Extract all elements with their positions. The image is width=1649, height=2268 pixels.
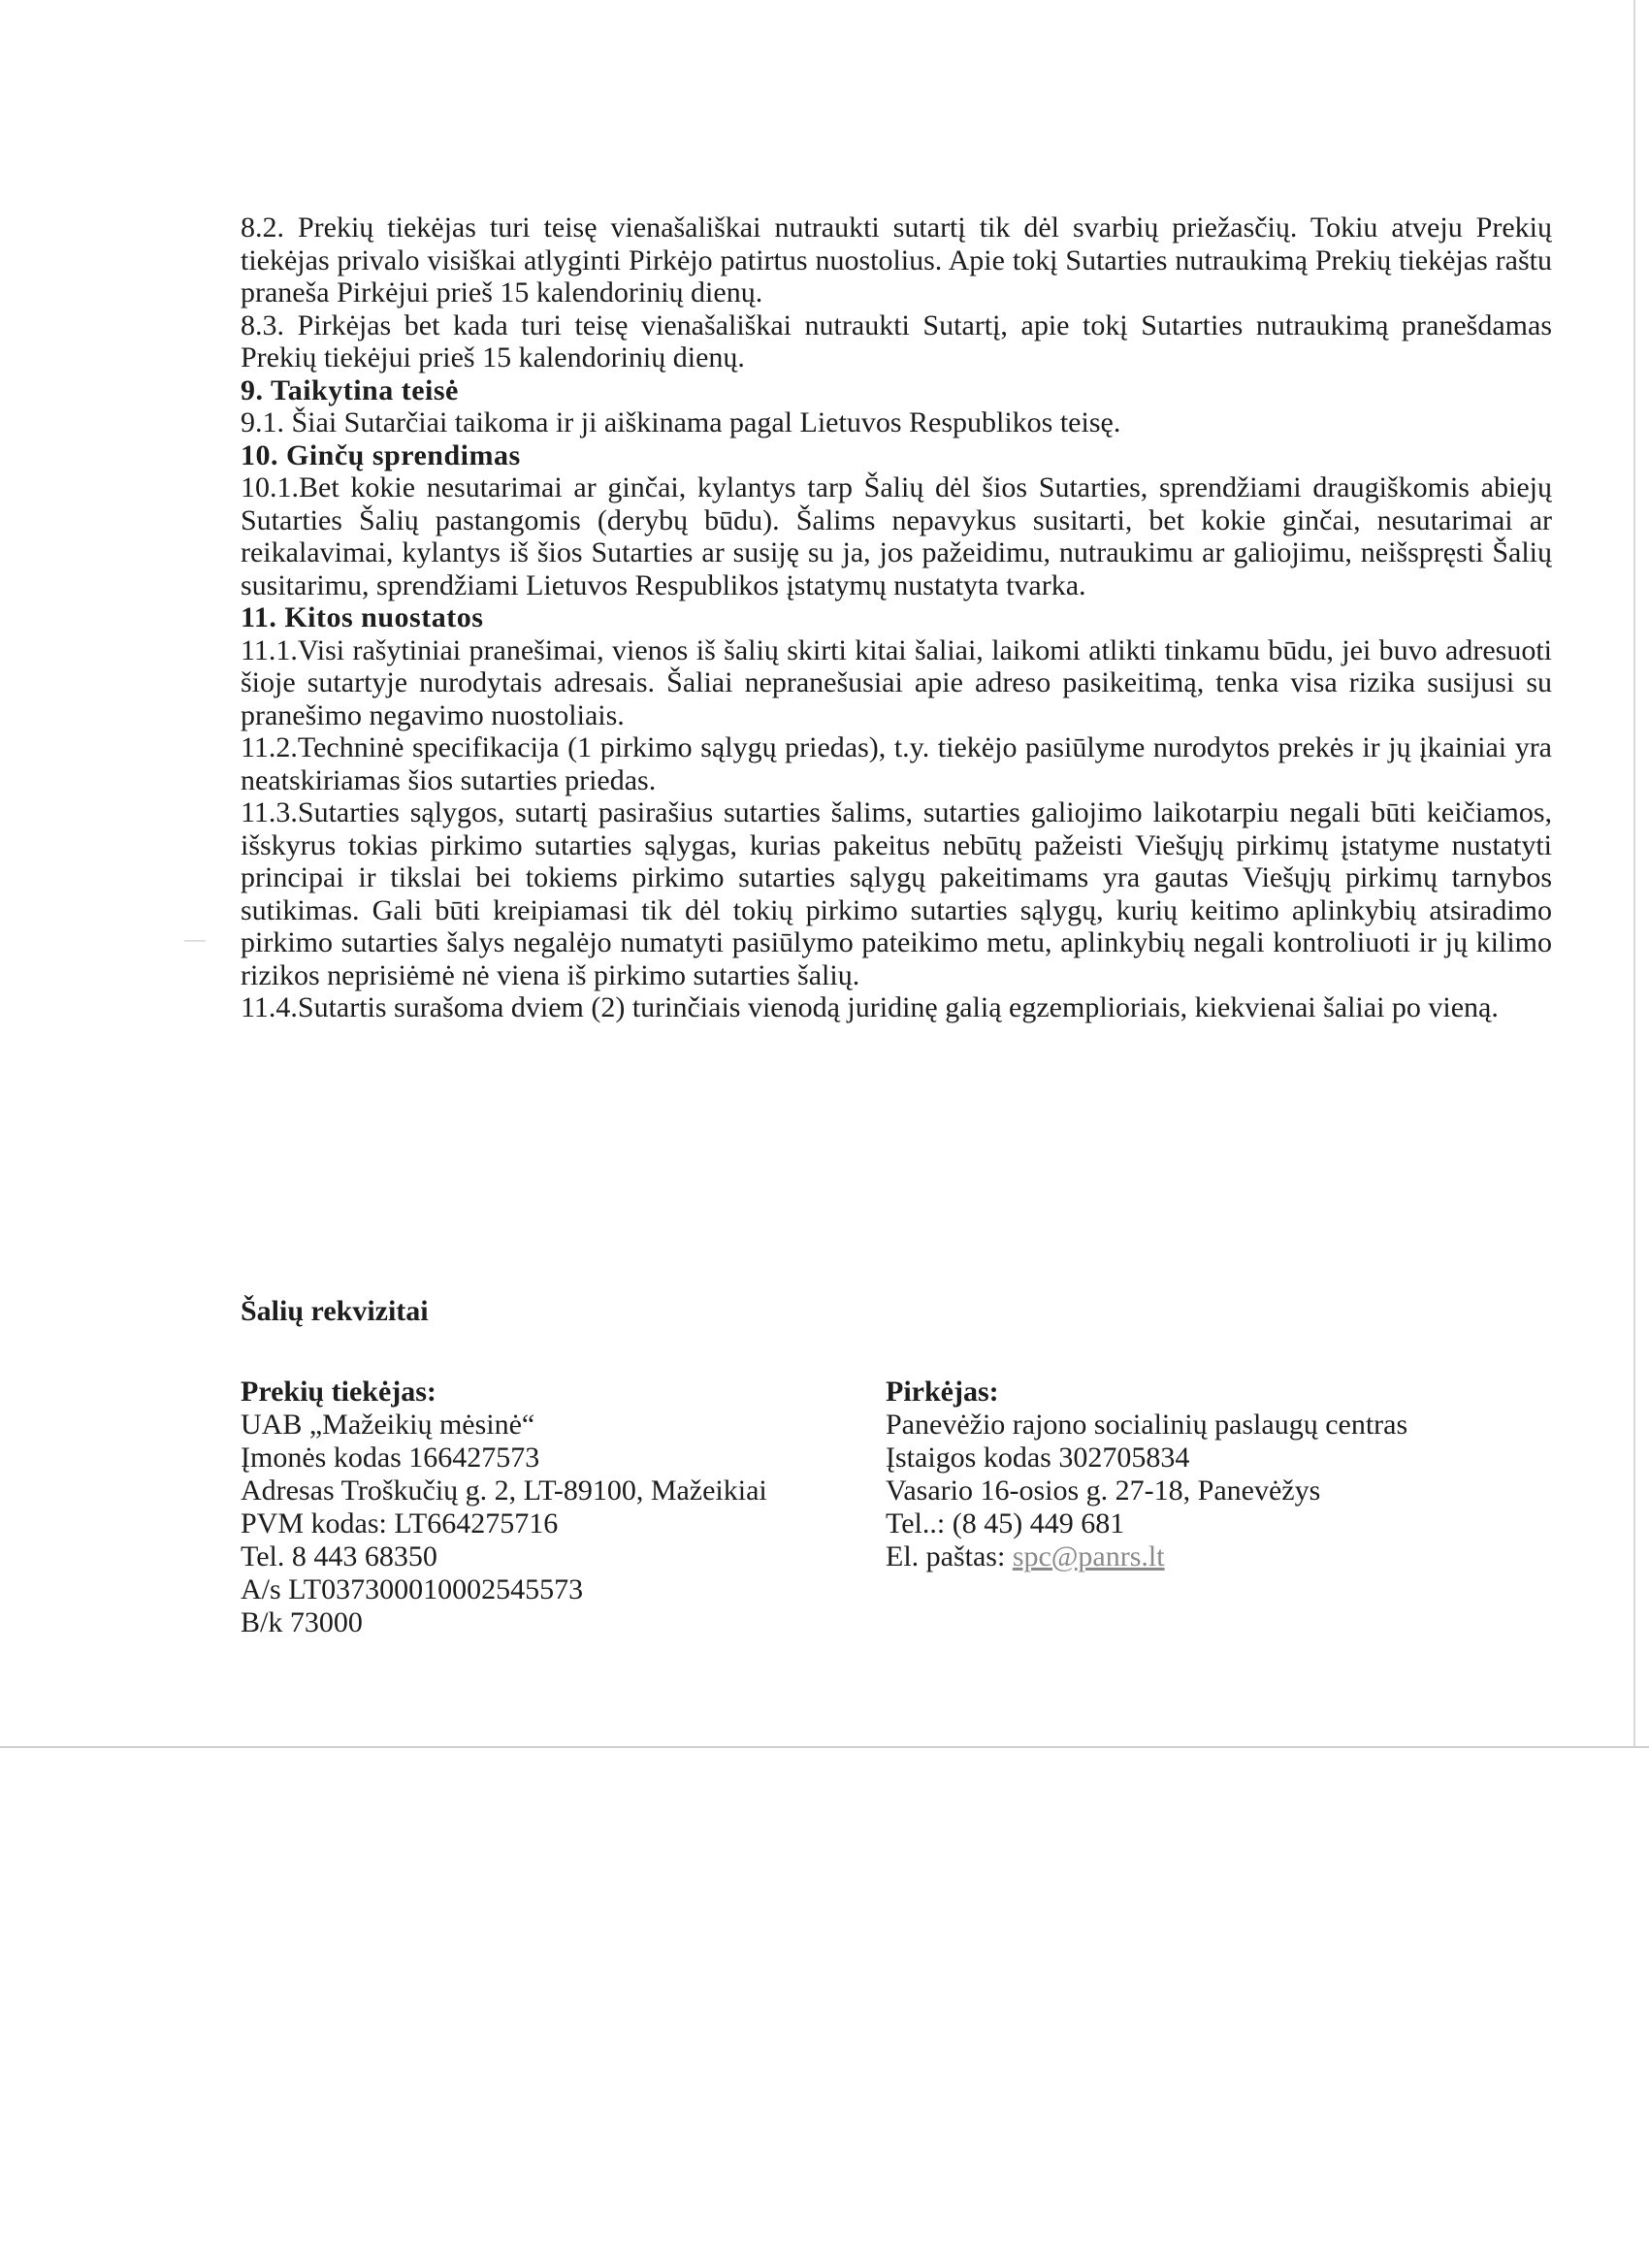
clause-11-3: 11.3.Sutarties sąlygos, sutartį pasirašius sutarties šalims, sutarties galiojimo laikotarpiu negali būti keičiamos, išskyrus tokias pirkimo sutarties sąlygas, kurias pakeitus nebūtų pažeisti Viešųjų pirkimų įstatyme nustatyti principai ir tikslai bei tokiems pirkimo sutarties sąlygų pakeitimams yra gautas Viešųjų pirkimų tarnybos sutikimas. Gali būti kreipiamasi tik dėl tokių pirkimo sutarties sąlygų, kurių keitimo aplinkybių atsiradimo pirkimo sutarties šalys negalėjo numatyti pasiūlymo pateikimo metu, aplinkybių negali kontroliuoti ir jų kilimo rizikos neprisiėmė nė viena iš pirkimo sutarties šalių.	[241, 796, 1552, 991]
buyer-details	[886, 1376, 1565, 1573]
heading-10: 10. Ginčų sprendimas	[241, 438, 521, 471]
supplier-account: A/s LT037300010002545573	[241, 1573, 584, 1605]
clause-8-3: 8.3. Pirkėjas bet kada turi teisę vienašališkai nutraukti Sutartį, apie tokį Sutarties nutraukimą pranešdamas Prekių tiekėjui prieš 15 kalendorinių dienų.	[241, 308, 1552, 373]
heading-11: 11. Kitos nuostatos	[241, 601, 484, 633]
clause-10-1: 10.1.Bet kokie nesutarimai ar ginčai, kylantys tarp Šalių dėl šios Sutarties, sprendžiami draugiškomis abiejų Sutarties Šalių pastangomis (derybų būdu). Šalims nepavykus susitarti, bet kokie ginčai, nesutarimai ar reikalavimai, kylantys iš šios Sutarties ar susiję su ja, jos pažeidimu, nutraukimu ar galiojimu, neišspręsti Šalių susitarimu, sprendžiami Lietuvos Respublikos įstatymų nustatyta tvarka.	[241, 471, 1552, 601]
buyer-address: Vasario 16-osios g. 27-18, Panevėžys	[886, 1474, 1321, 1507]
scan-edge-line	[1633, 0, 1635, 1746]
buyer-tel: Tel..: (8 45) 449 681	[886, 1507, 1125, 1539]
buyer-email-row	[886, 1540, 1565, 1573]
supplier-label: Prekių tiekėjas:	[241, 1376, 436, 1408]
rekvizitai-title: Šalių rekvizitai	[241, 1295, 429, 1327]
contract-body	[241, 211, 1552, 1024]
buyer-label: Pirkėjas:	[886, 1376, 999, 1408]
heading-9: 9. Taikytina teisė	[241, 373, 459, 406]
supplier-vat: PVM kodas: LT664275716	[241, 1507, 559, 1539]
supplier-code: Įmonės kodas 166427573	[241, 1442, 540, 1474]
supplier-name: UAB „Mažeikių mėsinė“	[241, 1409, 535, 1441]
supplier-address: Adresas Troškučių g. 2, LT-89100, Mažeikiai	[241, 1474, 767, 1507]
clause-9-1: 9.1. Šiai Sutarčiai taikoma ir ji aiškinama pagal Lietuvos Respublikos teisę.	[241, 406, 1121, 438]
clause-11-4: 11.4.Sutartis surašoma dviem (2) turinčiais vienodą juridinę galią egzemplioriais, kiekvienai šaliai po vieną.	[241, 991, 1499, 1023]
supplier-details	[241, 1376, 861, 1639]
supplier-tel: Tel. 8 443 68350	[241, 1540, 437, 1572]
buyer-name: Panevėžio rajono socialinių paslaugų centras	[886, 1409, 1408, 1441]
buyer-email-link[interactable]: spc@panrs.lt	[1012, 1540, 1165, 1572]
buyer-code: Įstaigos kodas 302705834	[886, 1442, 1190, 1474]
clause-11-2: 11.2.Techninė specifikacija (1 pirkimo sąlygų priedas), t.y. tiekėjo pasiūlyme nurodytos prekės ir jų įkainiai yra neatskiriamas šios sutarties priedas.	[241, 731, 1552, 796]
supplier-bank: B/k 73000	[241, 1606, 363, 1638]
clause-11-1: 11.1.Visi rašytiniai pranešimai, vienos iš šalių skirti kitai šaliai, laikomi atlikti tinkamu būdu, jei buvo adresuoti šioje sutartyje nurodytais adresais. Šaliai nepranešusiai apie adreso pasikeitimą, tenka visa rizika susijusi su pranešimo negavimo nuostoliais.	[241, 633, 1552, 731]
scan-bottom-line	[0, 1746, 1649, 1748]
buyer-email-label: El. paštas:	[886, 1540, 1013, 1572]
scan-speck: —	[184, 926, 206, 951]
clause-8-2: 8.2. Prekių tiekėjas turi teisę vienašališkai nutraukti sutartį tik dėl svarbių priežasčių. Tokiu atveju Prekių tiekėjas privalo visiškai atlyginti Pirkėjo patirtus nuostolius. Apie tokį Sutarties nutraukimą Prekių tiekėjas raštu praneša Pirkėjui prieš 15 kalendorinių dienų.	[241, 211, 1552, 308]
